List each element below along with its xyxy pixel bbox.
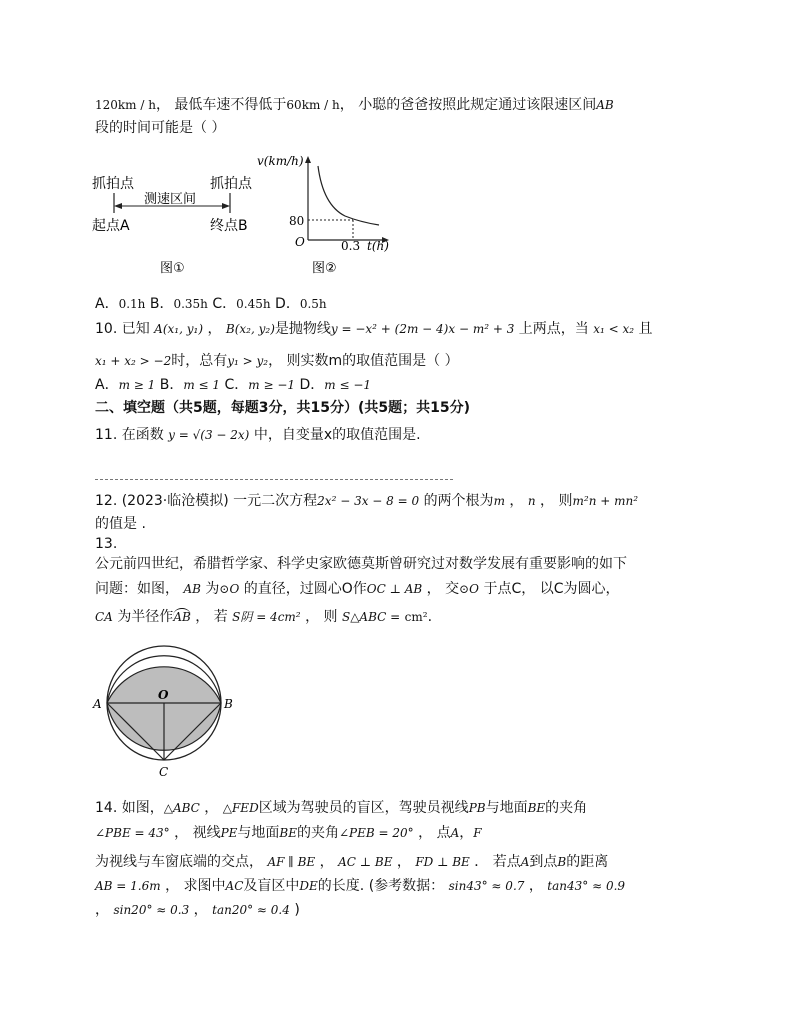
q12-line1: 12. (2023·临沧模拟) 一元二次方程2x² − 3x − 8 = 0 的两个根为m ， n ， 则m²n + mn² (95, 493, 639, 509)
fig2-caption: 图② (312, 261, 337, 276)
q9-option-b: 0.35h (173, 297, 208, 311)
q11: 11. 在函数 y = √(3 − 2x) 中，自变量x的取值范围是. (95, 427, 421, 443)
q13-arc-ab: AB (173, 610, 191, 624)
answer-divider (95, 479, 453, 480)
q12-equation: 2x² − 3x − 8 = 0 (317, 494, 420, 508)
fig2-axis-x-label: t(h) (367, 239, 389, 253)
q10-options: A．m ≥ 1 B．m ≤ 1 C．m ≥ −1 D．m ≤ −1 (95, 377, 372, 393)
q13-number: 13. (95, 536, 118, 552)
q14-line2: ∠PBE = 43° ， 视线PE与地面BE的夹角∠PEB = 20° ， 点A，F (95, 825, 482, 841)
q10-equation: y = −x² + (2m − 4)x − m² + 3 (330, 322, 515, 336)
q10-line2: x₁ + x₂ > −2时，总有y₁ > y₂， 则实数m的取值范围是（ ） (95, 353, 459, 369)
q10-line1: 10. 已知 A(x₁, y₁) ， B(x₂, y₂)是抛物线y = −x² + (2m − 4)x − m² + 3 上两点，当 x₁ < x₂ 且 (95, 321, 653, 337)
label-o: O (158, 688, 169, 702)
fig1-caption: 图① (160, 261, 185, 276)
fig2-curve (318, 166, 379, 225)
q10-option-a: m ≥ 1 (118, 378, 156, 392)
q9-option-a: 0.1h (118, 297, 146, 311)
q9-line1: 120km / h， 最低车速不得低于60km / h， 小聪的爸爸按照此规定通过该限速区间AB (95, 97, 614, 113)
q12-line2: 的值是 . (95, 516, 146, 532)
fig2-axis-y-label: v(km/h) (257, 154, 304, 168)
fig1-label-bottom-left: 起点A (92, 218, 130, 234)
q9-figure-2 (255, 150, 405, 280)
q9-figure-1 (92, 168, 272, 278)
fig2-y-tick: 80 (289, 214, 305, 228)
fig1-label-bottom-right: 终点B (210, 218, 248, 234)
q10-option-d: m ≤ −1 (324, 378, 372, 392)
q11-function: y = √(3 − 2x) (168, 428, 250, 442)
fig1-label-top-right: 抓拍点 (210, 176, 252, 192)
q10-option-b: m ≤ 1 (183, 378, 221, 392)
q9-options: A．0.1h B．0.35h C．0.45h D．0.5h (95, 296, 327, 312)
q14-line1: 14. 如图，△ABC ， △FED区域为驾驶员的盲区，驾驶员视线PB与地面BE的夹角 (95, 800, 588, 816)
q9-speed-limit-min: 60km / h (286, 98, 340, 112)
q13-line2: 问题：如图， AB 为⊙O 的直径，过圆心O作OC ⊥ AB ， 交⊙O 于点C， 以C为圆心， (95, 581, 620, 597)
q9-speed-limit-max: 120km / h (95, 98, 156, 112)
q9-line2: 段的时间可能是（ ） (95, 120, 226, 136)
q12-expression: m²n + mn² (572, 494, 639, 508)
q14-line3: 为视线与车窗底端的交点， AF ∥ BE ， AC ⊥ BE ， FD ⊥ BE ． 若点A到点B的距离 (95, 854, 609, 870)
label-c: C (159, 765, 169, 779)
fig1-label-top-left: 抓拍点 (92, 176, 134, 192)
section-2-title: 二、填空题（共5题，每题3分，共15分）(共5题；共15分) (95, 400, 470, 416)
q10-option-c: m ≥ −1 (248, 378, 296, 392)
q13-line1: 公元前四世纪，希腊哲学家、科学史家欧德莫斯曾研究过对数学发展有重要影响的如下 (95, 556, 627, 572)
q13-figure (90, 640, 240, 780)
q13-line3: CA 为半径作AB ， 若 S阴 = 4cm² ， 则 S△ABC = cm². (95, 609, 433, 625)
fig2-origin: O (295, 235, 305, 249)
q9-option-d: 0.5h (299, 297, 327, 311)
label-b: B (224, 697, 233, 711)
label-a: A (93, 697, 102, 711)
q14-line4: AB = 1.6m ， 求图中AC及盲区中DE的长度. (参考数据： sin43° ≈ 0.7 ， tan43° ≈ 0.9 (95, 878, 626, 894)
q14-line5: ， sin20° ≈ 0.3 ， tan20° ≈ 0.4 ) (95, 902, 300, 918)
q9-option-c: 0.45h (236, 297, 271, 311)
fig1-label-middle: 测速区间 (144, 192, 197, 207)
fig2-x-tick: 0.3 (341, 239, 361, 253)
